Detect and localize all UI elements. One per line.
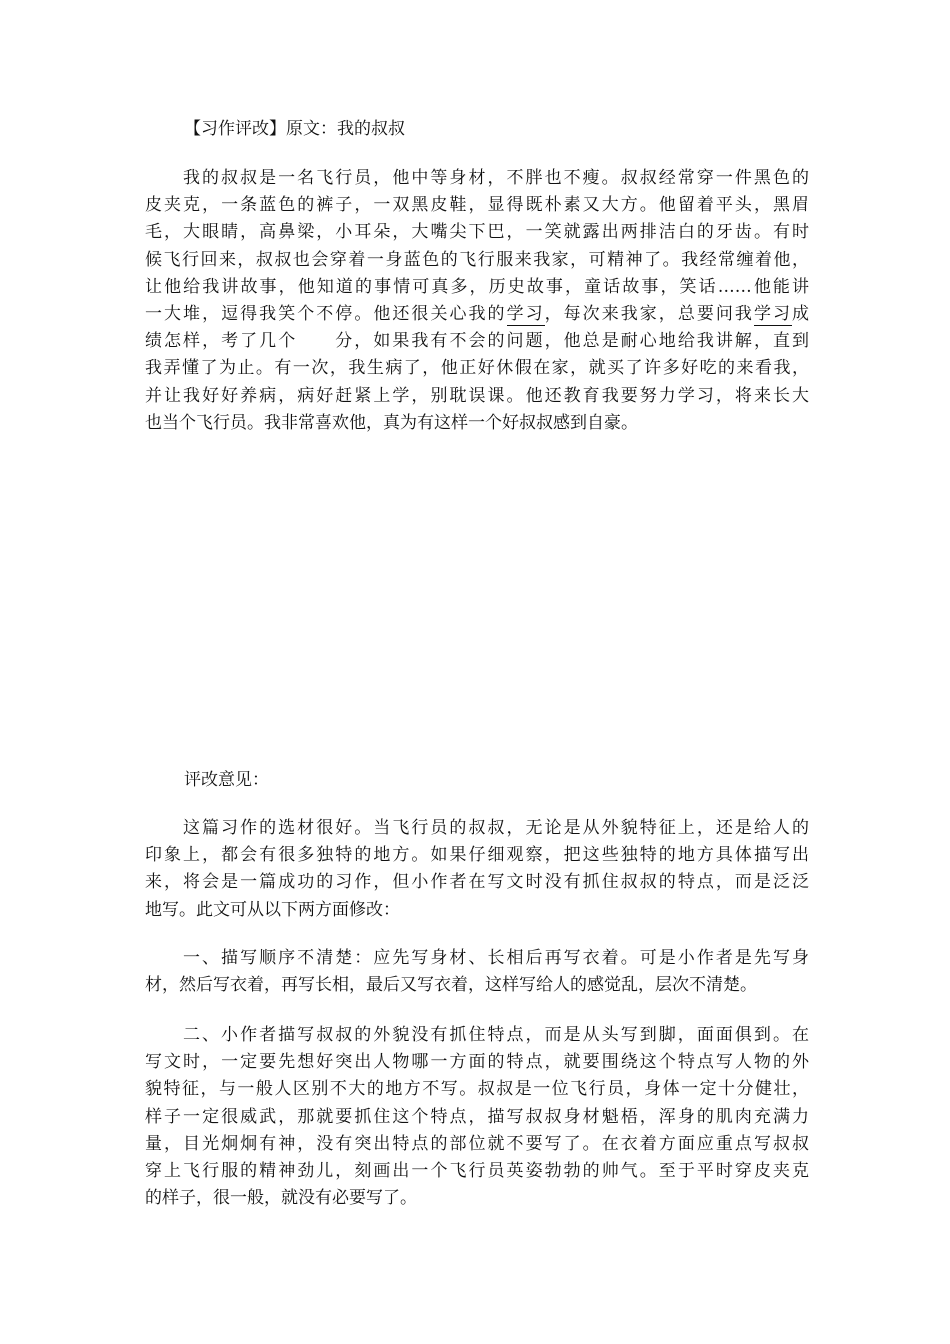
review-label: 评改意见： [184,770,269,790]
underlined-word: 学习 [506,304,545,325]
review-paragraph-intro [145,815,809,924]
review-line: 貌特征，与一般人区别不大的地方不写。叔叔是一位飞行员，身体一定十分健壮， [145,1079,809,1100]
review-line: 地写。此文可从以下两方面修改： [145,899,400,920]
review-paragraph-point-two [145,1022,809,1212]
essay-line: 我的叔叔是一名飞行员，他中等身材，不胖也不瘦。叔叔经常穿一件黑色的 [183,168,809,188]
essay-line-with-gap [145,328,809,355]
essay-line: 毛，大眼睛，高鼻梁，小耳朵，大嘴尖下巴，一笑就露出两排洁白的牙齿。有时 [145,222,809,243]
review-line: 量，目光炯炯有神，没有突出特点的部位就不要写了。在衣着方面应重点写叔叔 [145,1133,809,1154]
essay-line: 让他给我讲故事，他知道的事情可真多，历史故事，童话故事，笑话……他能讲 [145,276,809,297]
document-heading: 【习作评改】原文：我的叔叔 [184,119,405,139]
essay-line: 我弄懂了为止。有一次，我生病了，他正好休假在家，就买了许多好吃的来看我， [145,358,809,379]
text-segment: 绩怎样，考了几个 [145,331,298,352]
underlined-word: 学习 [753,304,793,325]
review-paragraph-point-one [145,945,809,999]
review-line: 二、小作者描写叔叔的外貌没有抓住特点，而是从头写到脚，面面俱到。在 [183,1025,809,1045]
text-segment: 成 [792,304,810,325]
review-line: 穿上飞行服的精神劲儿，刻画出一个飞行员英姿勃勃的帅气。至于平时穿皮夹克 [145,1161,809,1182]
review-line: 来，将会是一篇成功的习作，但小作者在写文时没有抓住叔叔的特点，而是泛泛 [145,872,809,893]
review-line: 印象上，都会有很多独特的地方。如果仔细观察，把这些独特的地方具体描写出 [145,845,809,866]
review-line: 这篇习作的选材很好。当飞行员的叔叔，无论是从外貌特征上，还是给人的 [183,818,809,838]
review-line: 样子一定很威武，那就要抓住这个特点，描写叔叔身材魁梧，浑身的肌肉充满力 [145,1106,809,1127]
essay-line: 皮夹克，一条蓝色的裤子，一双黑皮鞋，显得既朴素又大方。他留着平头，黑眉 [145,195,809,216]
text-segment: 一大堆，逗得我笑个不停。他还很关心我的 [145,304,507,325]
essay-original-text [145,165,809,437]
essay-line-with-underlines [145,301,809,328]
essay-line: 并让我好好养病，病好赶紧上学，别耽误课。他还教育我要努力学习，将来长大 [145,385,809,406]
review-line: 一、描写顺序不清楚：应先写身材、长相后再写衣着。可是小作者是先写身 [183,948,809,968]
review-line: 材，然后写衣着，再写长相，最后又写衣着，这样写给人的感觉乱，层次不清楚。 [145,975,757,996]
text-segment: ，每次来我家，总要问我 [544,304,754,325]
essay-line: 也当个飞行员。我非常喜欢他，真为有这样一个好叔叔感到自豪。 [145,412,638,433]
review-line: 写文时，一定要先想好突出人物哪一方面的特点，就要围绕这个特点写人物的外 [145,1052,809,1073]
text-segment: 分，如果我有不会的问题，他总是耐心地给我讲解，直到 [333,331,810,352]
review-line: 的样子，很一般，就没有必要写了。 [145,1188,417,1209]
essay-line: 候飞行回来，叔叔也会穿着一身蓝色的飞行服来我家，可精神了。我经常缠着他， [145,249,809,270]
